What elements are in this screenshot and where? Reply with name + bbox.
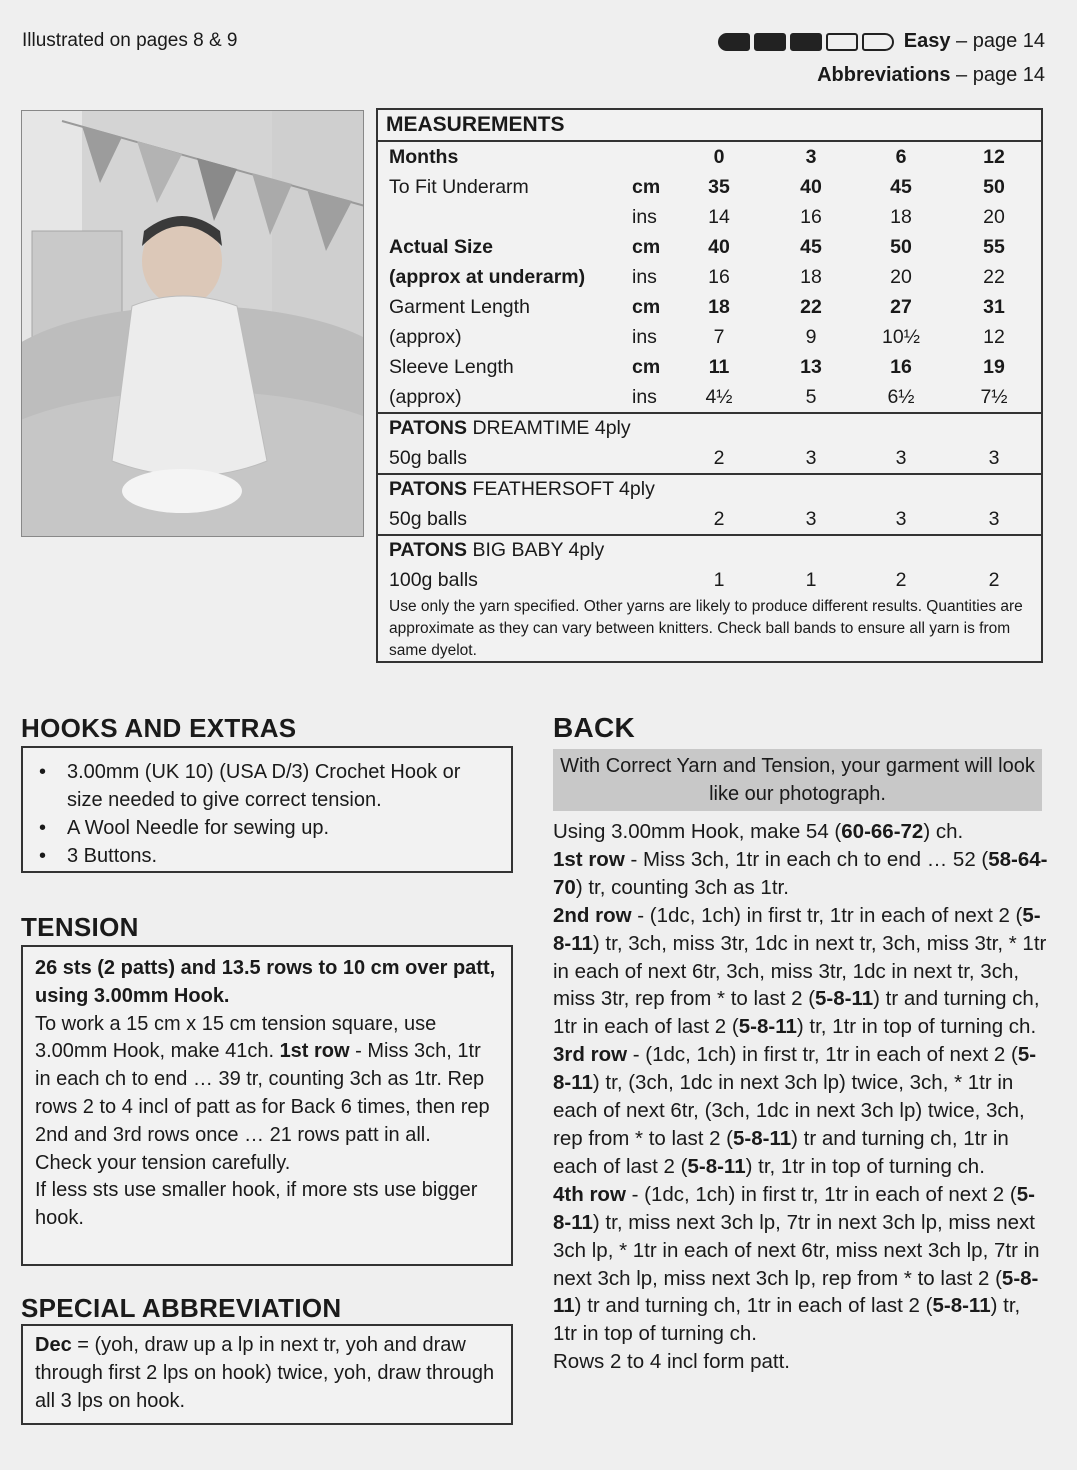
- row-label: 2nd row: [553, 903, 632, 927]
- yarn-name: BIG BABY 4ply: [472, 539, 605, 561]
- row-label: Actual Size: [389, 236, 494, 258]
- difficulty-label: Easy: [903, 30, 951, 52]
- yarn-note: Use only the yarn specified. Other yarns are likely to produce different results. Quantities are approximate as they can vary between knitters. Check ball bands to ensure all yarn is from same dyelot.: [389, 598, 1023, 659]
- yarn-qty-row: [378, 565, 1041, 595]
- cell-value: 16: [800, 206, 822, 228]
- cell-value: 3: [805, 447, 817, 469]
- hooks-list: [35, 758, 501, 870]
- cell-value: 13: [800, 356, 822, 378]
- row-unit: cm: [632, 356, 661, 378]
- cell-value: 14: [708, 206, 730, 228]
- text-segment: ) tr, 1tr in top of turning ch.: [553, 1294, 1021, 1346]
- cell-value: 7: [713, 326, 725, 348]
- abbreviations-label: Abbreviations: [817, 64, 951, 86]
- yarn-name: DREAMTIME 4ply: [472, 417, 631, 439]
- yarn-title-row: [378, 474, 1041, 504]
- tension-row-label: 1st row: [279, 1040, 350, 1063]
- hooks-title: HOOKS AND EXTRAS: [21, 713, 297, 743]
- difficulty-text: [904, 30, 1045, 53]
- text-segment: ) tr and turning ch, 1tr in each of last 2 (: [574, 1294, 933, 1318]
- special-title: SPECIAL ABBREVIATION: [21, 1293, 342, 1323]
- text-segment: ) ch.: [923, 820, 964, 843]
- cell-value: 45: [800, 236, 822, 258]
- cell-value: 40: [708, 236, 730, 258]
- size-values: 5-8-11: [553, 903, 1041, 955]
- cell-value: 3: [988, 508, 1000, 530]
- row-label: To Fit Underarm: [389, 176, 529, 198]
- text-segment: ) tr, counting 3ch as 1tr.: [575, 875, 789, 899]
- difficulty-block: [718, 33, 750, 51]
- size-values: 5-8-11: [553, 1266, 1039, 1318]
- cell-value: 45: [890, 176, 912, 198]
- cell-value: 2: [895, 569, 907, 591]
- yarn-title: [389, 474, 655, 504]
- cell-value: 2: [988, 569, 1000, 591]
- cell-value: 3: [895, 508, 907, 530]
- cell-value: 7½: [980, 386, 1008, 408]
- cell-value: 3: [805, 508, 817, 530]
- illustrated-note: Illustrated on pages 8 & 9: [22, 30, 238, 51]
- cell-value: 18: [708, 296, 730, 318]
- row-label: (approx at underarm): [389, 266, 586, 288]
- cell-value: 11: [708, 356, 730, 378]
- special-box: [21, 1324, 513, 1425]
- back-title: BACK: [553, 712, 636, 743]
- difficulty-block: [862, 33, 894, 51]
- table-row: [378, 382, 1041, 412]
- row-label: 3rd row: [553, 1043, 628, 1067]
- table-row: [378, 202, 1041, 232]
- cell-value: 50: [890, 236, 912, 258]
- text-segment: - Miss 3ch, 1tr in each ch to end … 52 (: [624, 847, 989, 871]
- abbreviations-page: – page 14: [956, 64, 1045, 86]
- cell-value: 50: [983, 176, 1005, 198]
- table-row: [378, 232, 1041, 262]
- back-banner: With Correct Yarn and Tension, your garment will look like our photograph.: [553, 749, 1042, 811]
- list-item: • 3 Buttons.: [35, 842, 501, 870]
- cell-value: 5: [805, 386, 817, 408]
- text-segment: ) tr, miss next 3ch lp, 7tr in next 3ch lp, miss next 3ch lp, * 1tr in each of next 6tr, miss next 3ch lp, 7tr in next 3ch lp, miss next 3ch lp, rep from * to last 2 (: [553, 1210, 1040, 1290]
- size-values: 5-8-11: [815, 987, 874, 1011]
- baby-photo: [21, 110, 364, 537]
- size-values: 5-8-11: [687, 1154, 746, 1178]
- back-row-3: [553, 1041, 1048, 1181]
- difficulty-block: [790, 33, 822, 51]
- tension-box: [21, 945, 513, 1266]
- difficulty-page: – page 14: [956, 30, 1045, 52]
- measurements-title: MEASUREMENTS: [378, 110, 1041, 142]
- difficulty-blocks-icon: [718, 33, 894, 51]
- yarn-title-row: [378, 413, 1041, 443]
- tension-advice: If less sts use smaller hook, if more sts use bigger hook.: [35, 1179, 478, 1230]
- cell-value: 2: [713, 447, 725, 469]
- cell-value: 16: [708, 266, 730, 288]
- row-label: Months: [389, 146, 459, 168]
- table-row: [378, 262, 1041, 292]
- cell-value: 1: [805, 569, 817, 591]
- row-label: 4th row: [553, 1182, 626, 1206]
- row-unit: cm: [632, 296, 661, 318]
- cell-value: 6½: [887, 386, 915, 408]
- tension-body: [35, 1011, 501, 1150]
- row-unit: cm: [632, 176, 661, 198]
- cell-value: 19: [983, 356, 1005, 378]
- difficulty-rating: [718, 30, 1045, 53]
- text-segment: Using 3.00mm Hook, make 54 (: [553, 820, 842, 843]
- cell-value: 0: [713, 146, 725, 168]
- back-row-2: [553, 902, 1048, 1042]
- list-item: • 3.00mm (UK 10) (USA D/3) Crochet Hook or size needed to give correct tension.: [35, 758, 501, 814]
- yarn-title: [389, 413, 631, 443]
- cell-value: 3: [895, 447, 907, 469]
- back-row-1: [553, 846, 1048, 902]
- special-term: Dec: [35, 1334, 72, 1356]
- hooks-box: [21, 746, 513, 873]
- row-unit: ins: [632, 266, 657, 288]
- table-row: [378, 172, 1041, 202]
- yarn-qty-label: 50g balls: [389, 447, 468, 469]
- tension-check: Check your tension carefully.: [35, 1151, 291, 1174]
- yarn-qty-row: [378, 504, 1041, 534]
- measurements-table: [376, 108, 1043, 663]
- size-values: 5-8-11: [553, 1182, 1035, 1234]
- cell-value: 40: [800, 176, 822, 198]
- yarn-qty-label: 50g balls: [389, 508, 468, 530]
- row-unit: ins: [632, 326, 657, 348]
- cell-value: 12: [983, 326, 1005, 348]
- row-unit: ins: [632, 206, 657, 228]
- difficulty-block: [754, 33, 786, 51]
- row-unit: cm: [632, 236, 661, 258]
- text-segment: ) tr, 1tr in top of turning ch.: [796, 1015, 1037, 1039]
- tension-title: TENSION: [21, 912, 139, 942]
- text-segment: ) tr and turning ch, 1tr in each of last 2 (: [553, 987, 1040, 1039]
- yarn-qty-label: 100g balls: [389, 569, 478, 591]
- cell-value: 20: [890, 266, 912, 288]
- size-values: 60-66-72: [841, 820, 924, 843]
- row-label: (approx): [389, 386, 462, 408]
- size-values: 5-8-11: [738, 1015, 797, 1039]
- yarn-brand: PATONS: [389, 417, 468, 439]
- row-label: Sleeve Length: [389, 356, 514, 378]
- list-item: • A Wool Needle for sewing up.: [35, 814, 501, 842]
- row-label: 1st row: [553, 847, 625, 871]
- size-values: 58-64-70: [553, 847, 1048, 899]
- abbreviations-ref: [817, 64, 1045, 87]
- cell-value: 12: [983, 146, 1005, 168]
- table-row: [378, 322, 1041, 352]
- cell-value: 10½: [882, 326, 920, 348]
- yarn-brand: PATONS: [389, 539, 468, 561]
- cell-value: 20: [983, 206, 1005, 228]
- tension-body-c: - Miss 3ch, 1tr in each ch to end … 39 tr, counting 3ch as 1tr. Rep rows 2 to 4 incl of patt as for Back 6 times, then rep 2nd and 3rd rows once … 21 rows patt in all.: [35, 1040, 490, 1146]
- cell-value: 3: [805, 146, 817, 168]
- size-values: 5-8-11: [932, 1294, 991, 1318]
- row-unit: ins: [632, 386, 657, 408]
- yarn-title-row: [378, 535, 1041, 565]
- text-segment: ) tr, 1tr in top of turning ch.: [745, 1154, 985, 1178]
- row-label: (approx): [389, 326, 462, 348]
- tension-intro: 26 sts (2 patts) and 13.5 rows to 10 cm over patt, using 3.00mm Hook.: [35, 957, 496, 1007]
- text-segment: - (1dc, 1ch) in first tr, 1tr in each of next 2 (: [631, 903, 1023, 927]
- size-values: 5-8-11: [553, 1043, 1037, 1095]
- cell-value: 18: [890, 206, 912, 228]
- cell-value: 27: [890, 296, 912, 318]
- cell-value: 2: [713, 508, 725, 530]
- cell-value: 55: [983, 236, 1005, 258]
- difficulty-block: [826, 33, 858, 51]
- cell-value: 9: [805, 326, 817, 348]
- cell-value: 1: [713, 569, 725, 591]
- cell-value: 18: [800, 266, 822, 288]
- cell-value: 22: [983, 266, 1005, 288]
- special-definition: = (yoh, draw up a lp in next tr, yoh and draw through first 2 lps on hook) twice, yoh, draw through all 3 lps on hook.: [35, 1334, 495, 1412]
- yarn-brand: PATONS: [389, 478, 468, 500]
- table-row: [378, 142, 1041, 172]
- cell-value: 4½: [705, 386, 733, 408]
- row-label: Garment Length: [389, 296, 530, 318]
- text-segment: ) tr and turning ch, 1tr in each of last 2 (: [553, 1126, 1009, 1178]
- text-segment: - (1dc, 1ch) in first tr, 1tr in each of next 2 (: [625, 1182, 1017, 1206]
- yarn-name: FEATHERSOFT 4ply: [472, 478, 655, 500]
- cell-value: 31: [983, 296, 1005, 318]
- tension-body-a: To work a 15 cm x 15 cm tension square, use 3.00mm Hook, make 41ch.: [35, 1012, 437, 1063]
- cell-value: 3: [988, 447, 1000, 469]
- back-instructions: [553, 818, 1048, 1376]
- text-segment: ) tr, 3ch, miss 3tr, 1dc in next tr, 3ch, miss 3tr, * 1tr in each of next 6tr, 3ch, miss 3tr, 1dc in next tr, 3ch, miss 3tr, rep from * to last 2 (: [553, 931, 1047, 1011]
- yarn-title: [389, 535, 604, 565]
- back-row-4: [553, 1181, 1048, 1348]
- cell-value: 22: [800, 296, 822, 318]
- cell-value: 6: [895, 146, 907, 168]
- table-row: [378, 352, 1041, 382]
- baby-photo-illustration: [22, 111, 364, 537]
- text-segment: ) tr, (3ch, 1dc in next 3ch lp) twice, 3ch, * 1tr in each of next 6tr, (3ch, 1dc in next 3ch lp) twice, 3ch, rep from * to last 2 (: [553, 1071, 1025, 1150]
- cell-value: 16: [890, 356, 912, 378]
- size-values: 5-8-11: [733, 1126, 792, 1150]
- cell-value: 35: [708, 176, 730, 198]
- yarn-qty-row: [378, 443, 1041, 473]
- table-row: [378, 292, 1041, 322]
- back-intro: [553, 818, 1048, 846]
- back-closing: Rows 2 to 4 incl form patt.: [553, 1350, 790, 1374]
- text-segment: - (1dc, 1ch) in first tr, 1tr in each of next 2 (: [627, 1043, 1018, 1067]
